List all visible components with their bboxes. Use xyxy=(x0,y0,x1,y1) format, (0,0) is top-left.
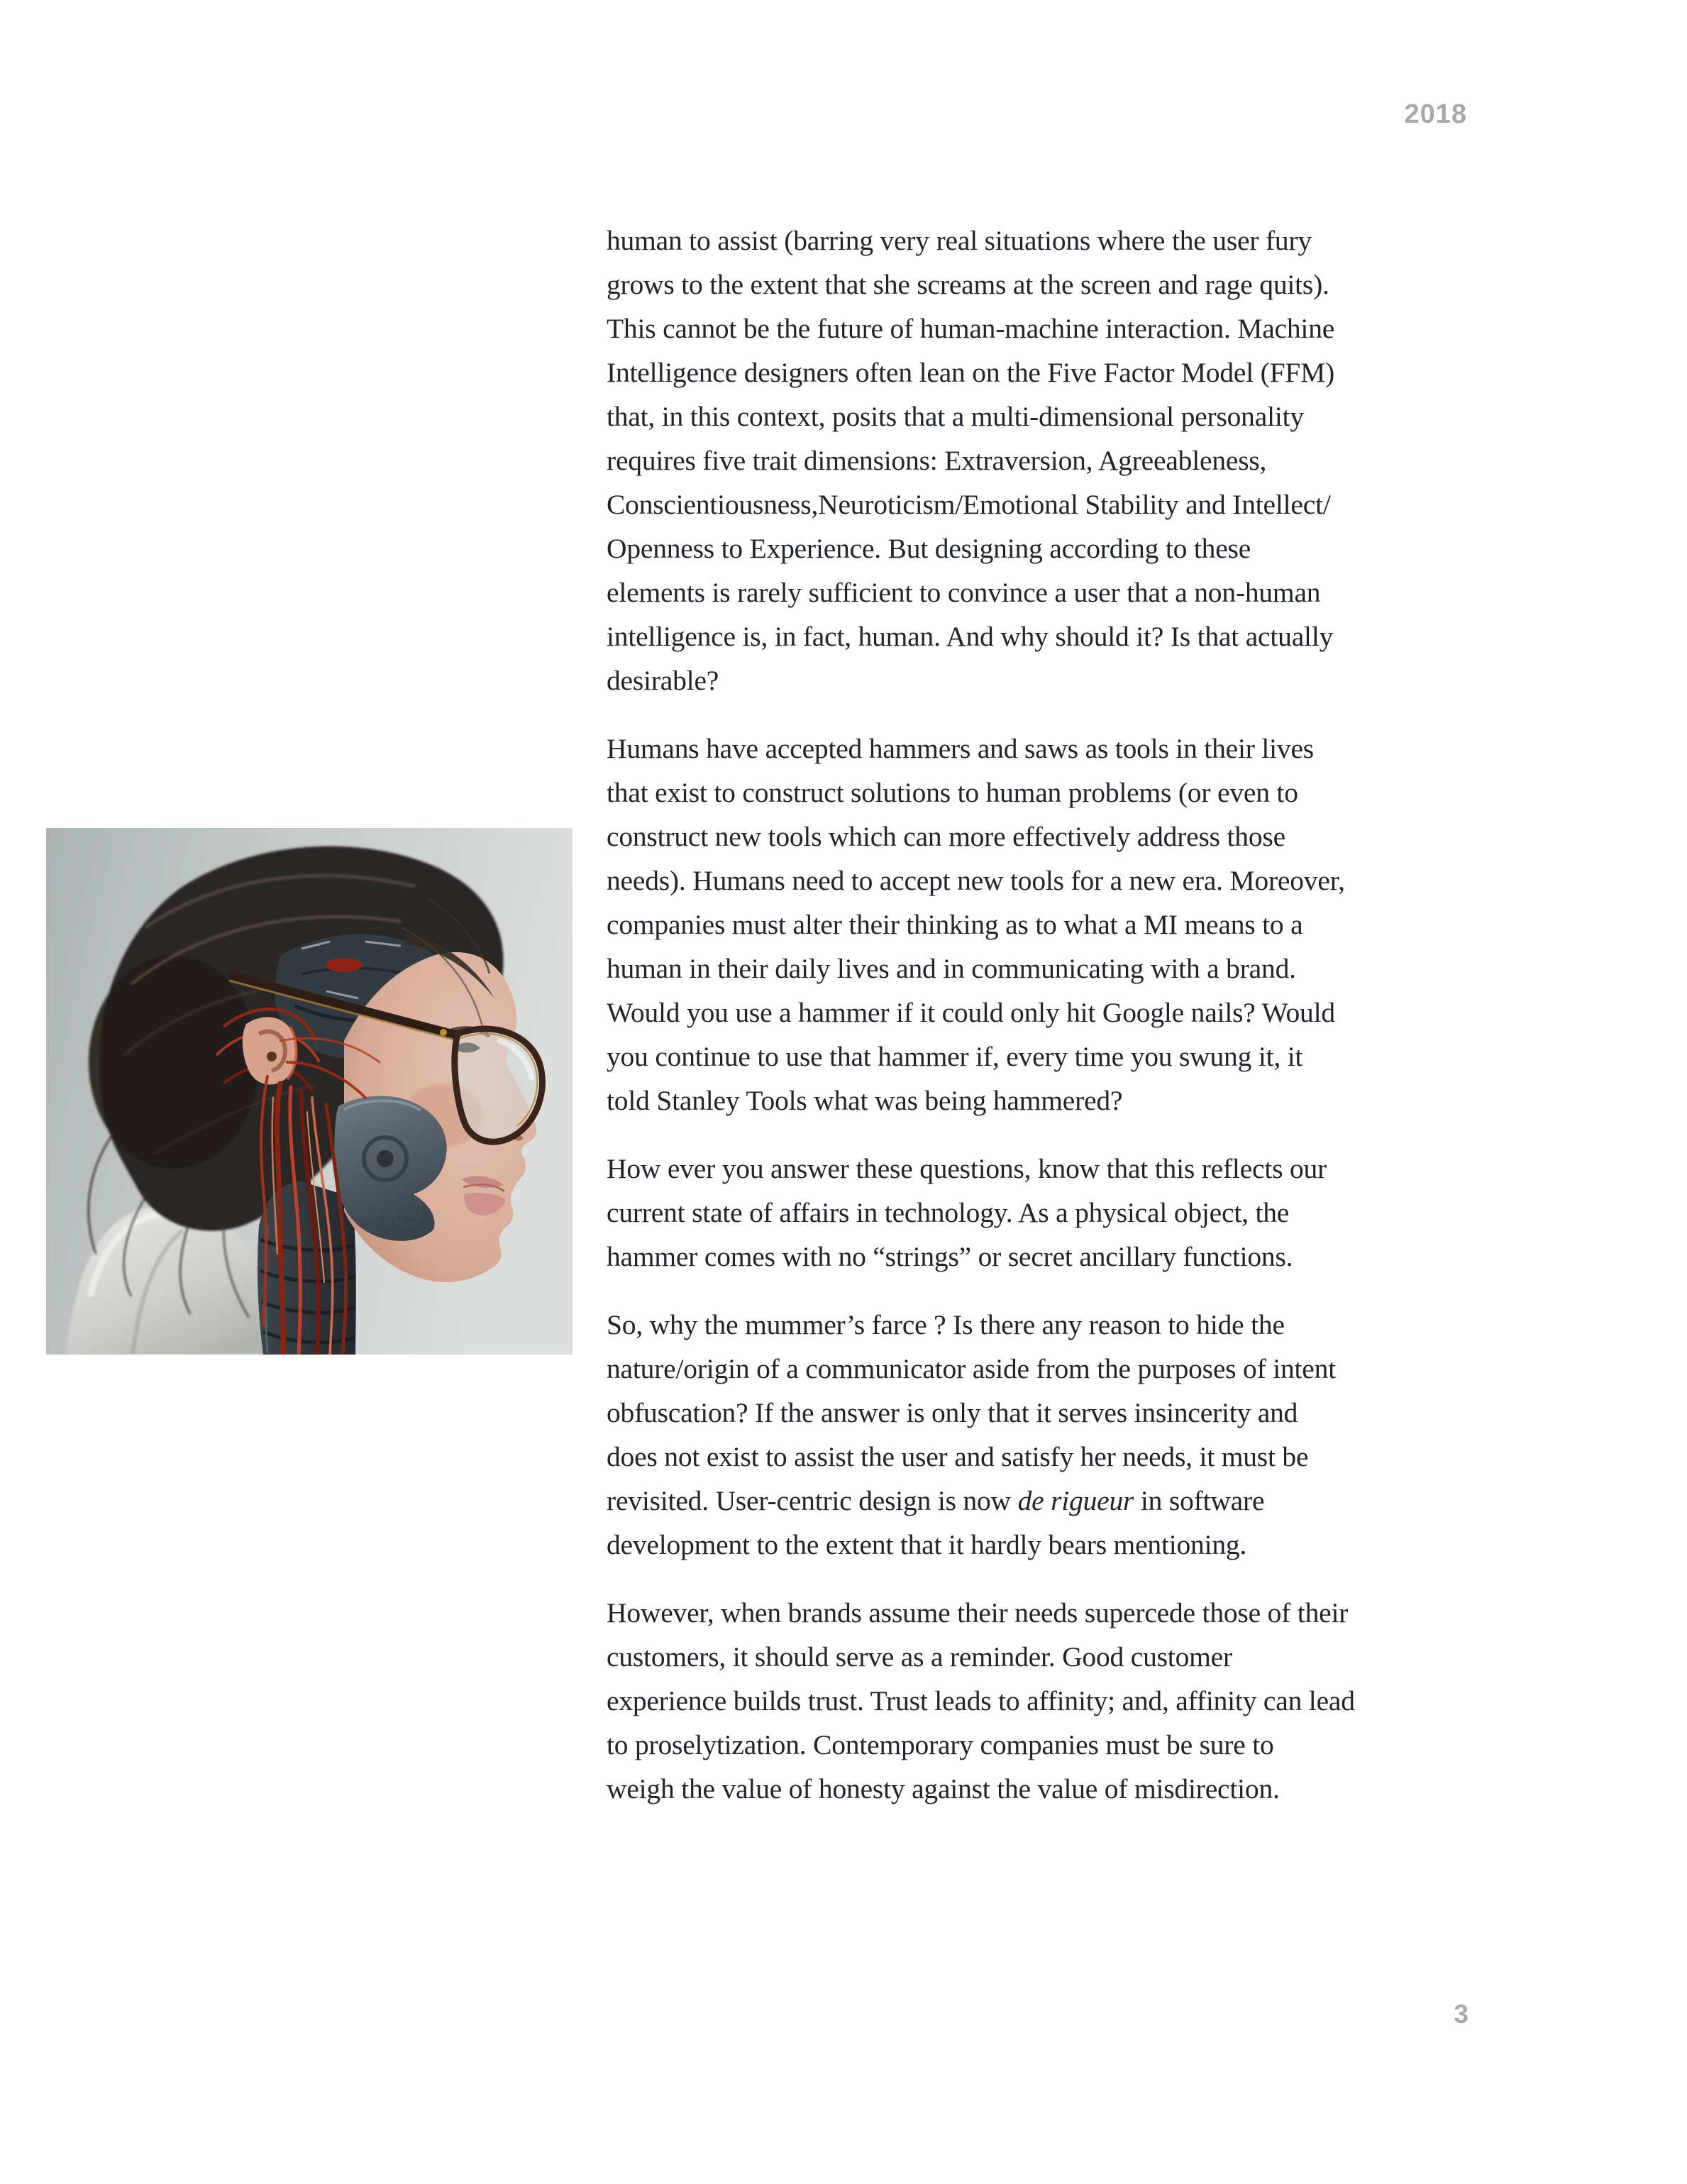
text-line: customers, it should serve as a reminder. Good customer xyxy=(607,1641,1232,1672)
body-paragraph xyxy=(607,219,1500,702)
text-line: Would you use a hammer if it could only hit Google nails? Would xyxy=(607,997,1335,1028)
text-line: Openness to Experience. But designing according to these xyxy=(607,533,1251,564)
text-line: hammer comes with no “strings” or secret ancillary functions. xyxy=(607,1241,1293,1272)
text-line: requires five trait dimensions: Extraversion, Agreeableness, xyxy=(607,445,1267,476)
text-line: development to the extent that it hardly bears mentioning. xyxy=(607,1529,1247,1560)
text-line: How ever you answer these questions, know that this reflects our xyxy=(607,1153,1327,1184)
text-line: companies must alter their thinking as to what a MI means to a xyxy=(607,909,1303,940)
text-line: grows to the extent that she screams at the screen and rage quits). xyxy=(607,269,1329,300)
text-line: nature/origin of a communicator aside from the purposes of intent xyxy=(607,1353,1336,1384)
text-line: current state of affairs in technology. As a physical object, the xyxy=(607,1197,1290,1228)
text-line: Conscientiousness,Neuroticism/Emotional Stability and Intellect/ xyxy=(607,489,1331,520)
text-line: human to assist (barring very real situations where the user fury xyxy=(607,225,1312,256)
text-line: elements is rarely sufficient to convince a user that a non-human xyxy=(607,577,1321,608)
text-line: that, in this context, posits that a multi-dimensional personality xyxy=(607,401,1304,432)
body-paragraph xyxy=(607,1303,1500,1567)
text-line: weigh the value of honesty against the value of misdirection. xyxy=(607,1773,1280,1804)
italic-phrase: de rigueur xyxy=(1017,1485,1134,1516)
text-line: This cannot be the future of human-machine interaction. Machine xyxy=(607,313,1335,344)
text-line: So, why the mummer’s farce ? Is there any reason to hide the xyxy=(607,1309,1285,1340)
body-paragraph xyxy=(607,1591,1500,1811)
text-line: told Stanley Tools what was being hammered? xyxy=(607,1085,1123,1116)
text-line: you continue to use that hammer if, every time you swung it, it xyxy=(607,1041,1303,1072)
text-line: human in their daily lives and in communicating with a brand. xyxy=(607,953,1296,984)
text-line: desirable? xyxy=(607,665,719,696)
portrait-illustration xyxy=(46,828,573,1355)
text-line: that exist to construct solutions to human problems (or even to xyxy=(607,777,1298,808)
article-text xyxy=(607,219,1500,1835)
text-line: does not exist to assist the user and satisfy her needs, it must be xyxy=(607,1441,1309,1472)
text-line: needs). Humans need to accept new tools for a new era. Moreover, xyxy=(607,865,1345,896)
text-line: revisited. User-centric design is now de rigueur in software xyxy=(607,1485,1265,1516)
text-line: to proselytization. Contemporary companies must be sure to xyxy=(607,1729,1274,1760)
text-line: obfuscation? If the answer is only that it serves insincerity and xyxy=(607,1397,1298,1428)
page-number-label: 3 xyxy=(1454,2000,1468,2029)
text-line: Humans have accepted hammers and saws as tools in their lives xyxy=(607,733,1314,764)
year-label: 2018 xyxy=(1404,99,1467,129)
body-paragraph xyxy=(607,1147,1500,1279)
text-line: construct new tools which can more effectively address those xyxy=(607,821,1285,852)
body-paragraph xyxy=(607,727,1500,1123)
text-line: However, when brands assume their needs supercede those of their xyxy=(607,1597,1349,1628)
text-line: Intelligence designers often lean on the Five Factor Model (FFM) xyxy=(607,357,1335,388)
cyborg-portrait-image xyxy=(46,828,573,1355)
text-line: experience builds trust. Trust leads to affinity; and, affinity can lead xyxy=(607,1685,1355,1716)
text-line: intelligence is, in fact, human. And why should it? Is that actually xyxy=(607,621,1334,652)
